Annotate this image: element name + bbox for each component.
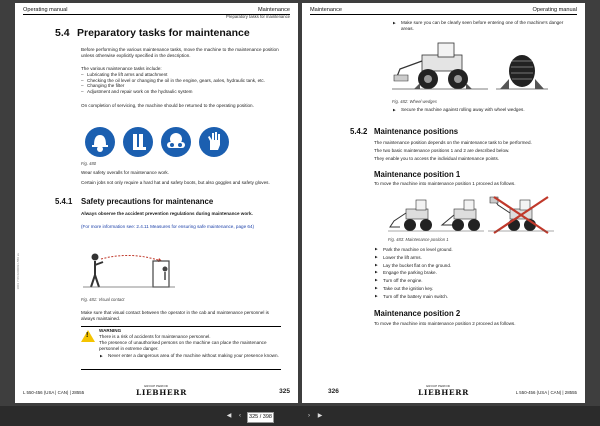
mp-text-3: They enable you to access the individual maintenance points. [374,156,500,161]
gloves-icon [199,127,229,157]
fig-480-caption: Fig. 480 [81,161,97,166]
page-number: 326 [328,388,339,395]
completion-text: On completion of servicing, the machine should be returned to the operating position. [81,103,254,108]
subsection-number: 5.4.2 [350,127,368,136]
brand-group: GROUP PERIOD [426,384,451,388]
header-sub: Preparatory tasks for maintenance [225,14,290,19]
header-right: Maintenance [257,7,290,13]
tasks-intro: The various maintenance tasks include: [81,66,162,71]
list-item: ▶ Turn off the engine. [374,277,574,285]
mp1-title: Maintenance position 1 [374,170,461,179]
liebherr-logo [418,384,469,397]
safety-boots-icon [123,127,153,157]
list-item: ▶ Turn off the battery main switch. [374,293,574,301]
liebherr-logo [136,384,187,397]
list-item: ▶ Lay the bucket flat on the ground. [374,262,574,270]
fig-481-caption: Fig. 481: Visual contact [81,297,125,302]
subsection-title: Maintenance positions [374,127,459,136]
subsection-title: Safety precautions for maintenance [81,197,214,206]
header-rule [310,14,577,15]
intro-text: Before performing the various maintenance tasks, move the machine to the maintenance position unless otherwise explicitly specified in the description. [81,47,279,58]
observe-text: Always observe the accident prevention regulations during maintenance work. [81,211,253,216]
warning-line-1: There is a risk of accidents for maintenance personnel. [99,334,211,339]
mp-text-1: The maintenance position depends on the maintenance task to be performed. [374,140,532,145]
page-326 [302,3,585,403]
next-page-button[interactable]: › [308,413,310,419]
wear-text: Wear safety overalls for maintenance work. [81,170,169,175]
loader-side-view [390,200,432,231]
header-rule [23,14,290,15]
last-page-button[interactable]: ▶ [317,413,323,419]
warning-line-2: The presence of unauthorised persons on the machine can place the maintenance personnel in extreme danger. [99,340,267,351]
list-item: ▶ Park the machine on level ground. [374,246,574,254]
list-item: – Changing the filter [81,83,281,89]
list-item: ▶ Lower the lift arms. [374,254,574,262]
fig-482-caption: Fig. 482: Wheel wedges [392,99,437,104]
page-footer [23,384,290,397]
list-item: ▶ Never enter a dangerous area of the machine without making your presence known. [99,353,281,359]
page-number: 325 [279,388,290,395]
prev-page-button[interactable]: ◀ [226,413,232,419]
mp-text-2: The two basic maintenance positions 1 and 2 are described below. [374,148,510,153]
header-left: Operating manual [23,7,68,13]
list-item: ▶ Make sure you can be clearly seen before entering one of the machine's danger areas. [392,20,572,32]
viewer-toolbar [0,406,600,426]
list-item: ▶ Take out the ignition key. [374,285,574,293]
brand-name: LIEBHERR [136,388,187,397]
list-item: – Adjustment and repair work on the hydraulic system [81,89,281,95]
list-item: ▶ Secure the machine against rolling away with wheel wedges. [392,107,572,113]
goggles-icon [161,127,191,157]
page-footer [310,384,577,397]
warning-top-rule [81,326,281,327]
section-title: Preparatory tasks for maintenance [77,27,250,39]
loader-side-view [442,200,480,231]
warning-icon: ! [81,330,95,342]
visual-contact-illustration [81,247,177,293]
visual-contact-text: Make sure that visual contact between the operator in the cab and maintenance personnel is always maintained. [81,310,269,321]
hard-hat-icon [85,127,115,157]
subsection-number: 5.4.1 [55,197,73,206]
footer-model: L 550-456 (USA | CAN) | 28555 [23,390,85,395]
loader-crossed-out [490,197,548,233]
page-number-input[interactable]: 325 / 398 [247,412,274,423]
first-page-button[interactable]: ‹ [239,413,241,419]
section-number: 5.4 [55,27,70,39]
tasks-list [81,72,281,94]
mp1-steps [374,246,574,301]
warning-steps [99,353,281,359]
warning-bottom-rule [81,369,281,370]
more-info-link[interactable]: (For more information see: 2.4.11 Measures for ensuring safe maintenance, page 64) [81,224,255,229]
brand-group: GROUP PERIOD [144,384,169,388]
certain-text: Certain jobs not only require a hard hat and safety boots, but also goggles and safety gloves. [81,180,270,185]
list-item: ▶ Engage the parking brake. [374,269,574,277]
list-item: – Lubricating the lift arms and attachment [81,72,281,78]
warning-label: WARNING [99,328,122,333]
header-left: Maintenance [310,7,343,13]
mp1-intro: To move the machine into maintenance position 1 proceed as follows. [374,181,516,186]
footer-model: L 550-456 (USA | CAN) | 28555 [515,390,577,395]
list-item: – Checking the oil level or changing the oil in the engine, gears, axles, hydraulic tank, etc. [81,78,281,84]
page-325 [15,3,298,403]
secure-step [392,107,572,113]
maintenance-position-1-illustration [388,195,556,235]
mp2-title: Maintenance position 2 [374,309,461,318]
brand-name: LIEBHERR [418,388,469,397]
wheel-wedges-illustration [392,39,550,95]
mp2-intro: To move the machine into maintenance position 2 proceed as follows. [374,321,516,326]
side-code: 1001 7 06 02/0009 L550 ev [16,253,20,290]
fig-483-caption: Fig. 483: Maintenance position 1 [388,237,449,242]
clearly-seen-step [392,20,572,32]
header-right: Operating manual [532,7,577,13]
